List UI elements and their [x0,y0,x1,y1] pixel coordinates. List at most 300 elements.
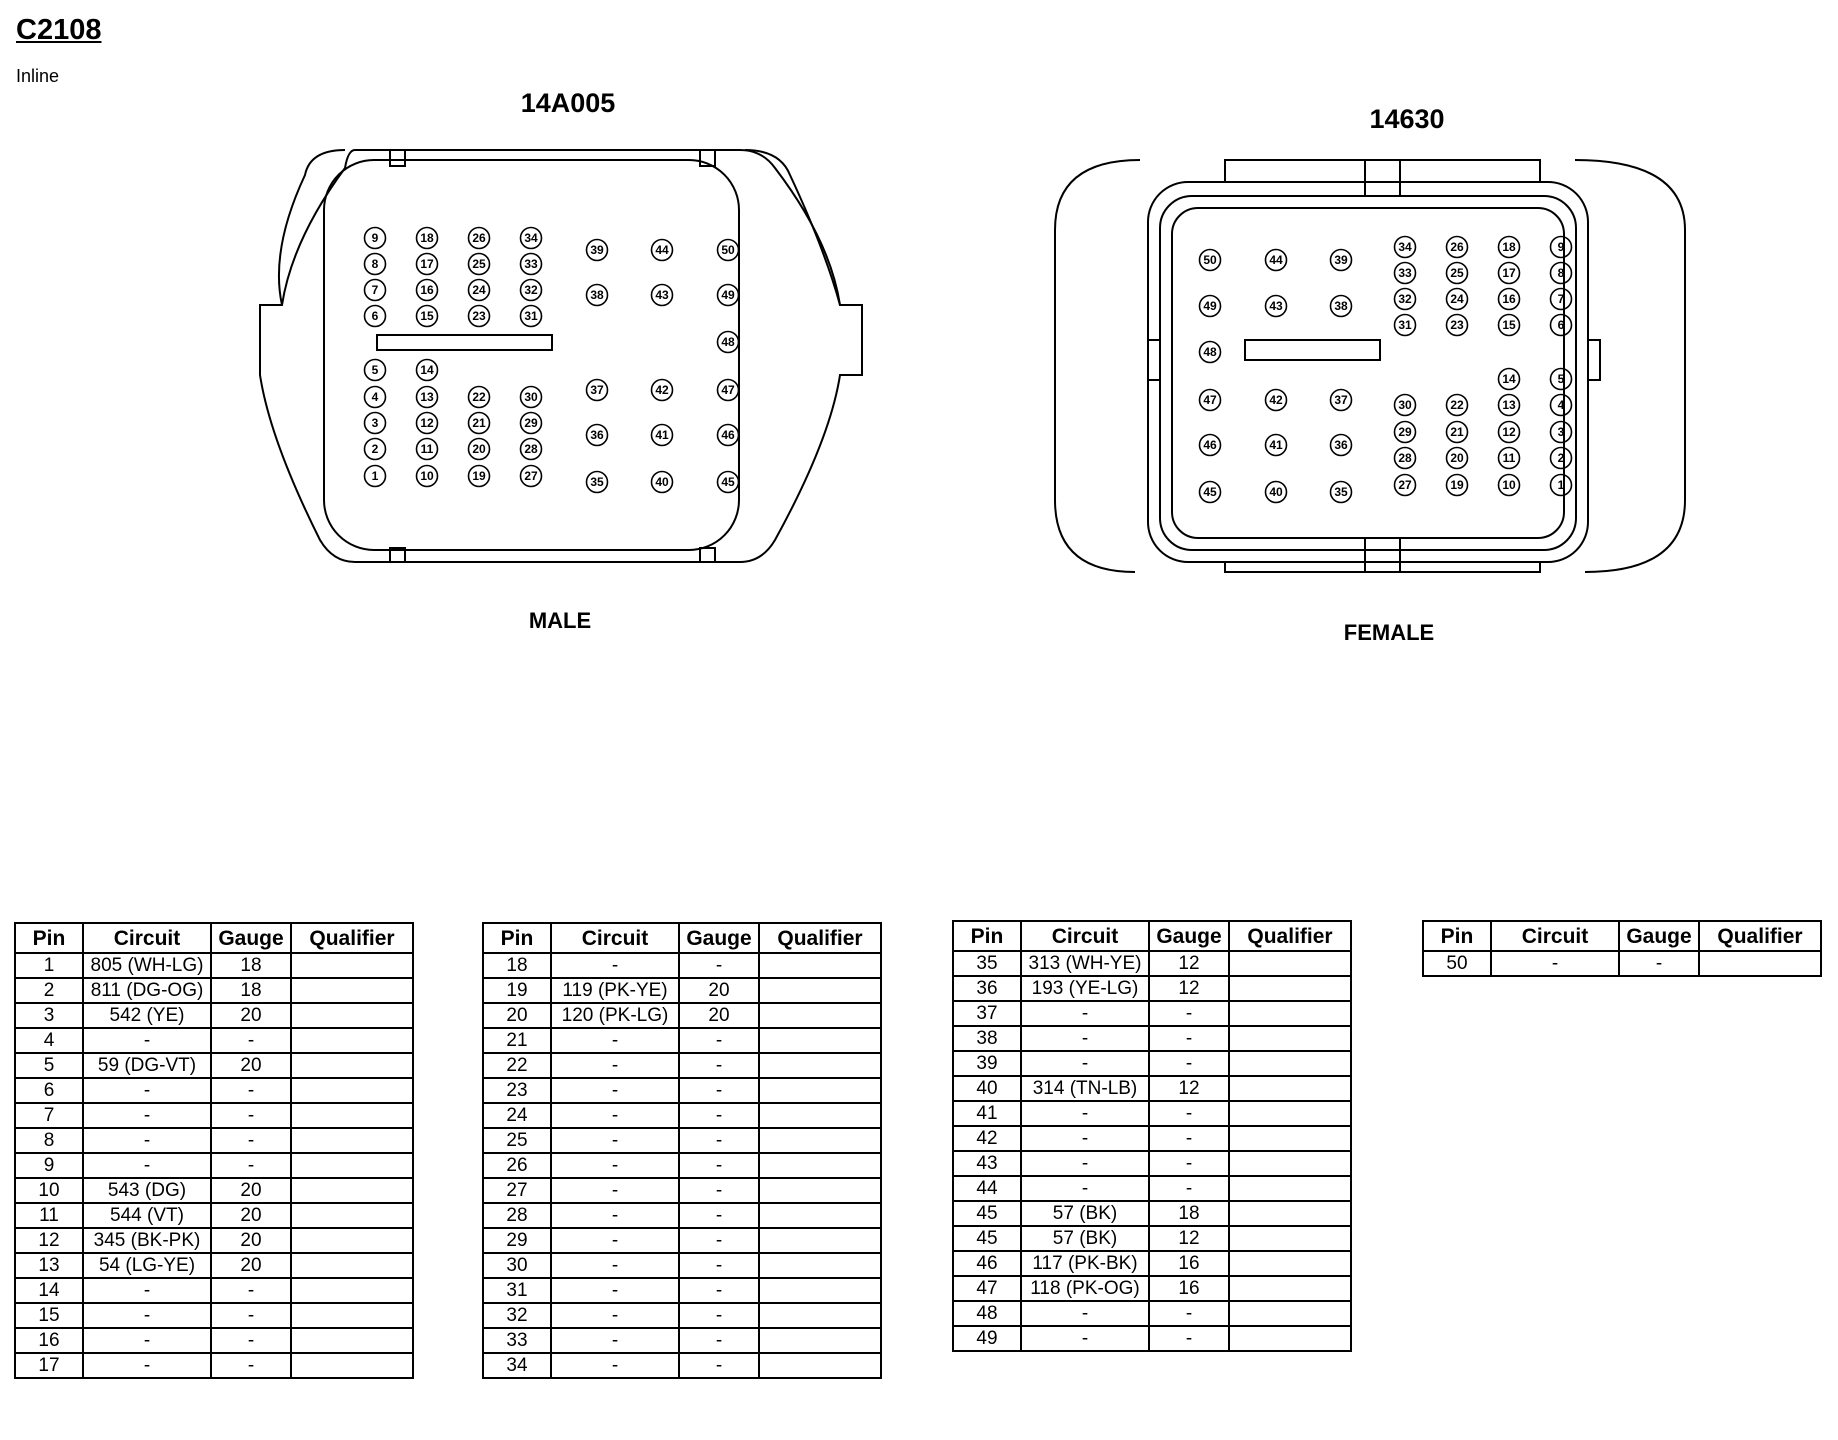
male-pin [469,228,490,249]
female-pin-number: 23 [1450,318,1464,332]
male-part-number: 14A005 [520,88,616,118]
pin-cell: 45 [953,1201,1021,1226]
female-pin [1200,296,1221,317]
female-pin [1200,342,1221,363]
female-pin-number: 22 [1450,398,1464,412]
female-pin [1551,289,1572,310]
male-pin-number: 30 [524,390,538,404]
male-pin [365,360,386,381]
table-row [953,1326,1351,1351]
female-pin [1447,315,1468,336]
pin-table-2 [482,922,882,1379]
circuit-cell: - [551,1328,679,1353]
pin-cell: 18 [483,953,551,978]
male-pin [365,413,386,434]
table-row [15,1228,413,1253]
male-pin-array [365,228,739,493]
female-pin-number: 2 [1557,451,1565,465]
pin-cell: 39 [953,1051,1021,1076]
qualifier-cell [291,1353,413,1378]
pin-cell: 42 [953,1126,1021,1151]
female-pin [1331,482,1352,503]
female-pin [1447,475,1468,496]
male-pin-number: 17 [420,257,434,271]
male-pin-number: 15 [420,309,434,323]
gauge-cell: - [211,1303,291,1328]
male-pin [469,466,490,487]
male-pin-number: 39 [590,243,604,257]
male-pin-number: 3 [371,416,379,430]
pin-cell: 28 [483,1203,551,1228]
gauge-cell: 12 [1149,1226,1229,1251]
female-pin [1551,395,1572,416]
pin-cell: 20 [483,1003,551,1028]
female-pin-number: 14 [1502,372,1516,386]
gauge-cell: - [679,1203,759,1228]
column-header-qualifier: Qualifier [1699,921,1821,951]
column-header-circuit: Circuit [83,923,211,953]
gauge-cell: - [211,1278,291,1303]
qualifier-cell [291,1178,413,1203]
circuit-cell: 805 (WH-LG) [83,953,211,978]
male-pin [417,360,438,381]
female-pin [1499,263,1520,284]
female-pin [1331,435,1352,456]
circuit-cell: 57 (BK) [1021,1201,1149,1226]
female-pin-number: 25 [1450,266,1464,280]
male-pin [652,240,673,261]
table-row [15,1028,413,1053]
female-pin-number: 47 [1203,393,1217,407]
male-pin [652,425,673,446]
male-connector-outline [260,150,862,562]
qualifier-cell [1229,1076,1351,1101]
gauge-cell: - [1149,1326,1229,1351]
male-pin [469,254,490,275]
circuit-cell: - [83,1078,211,1103]
female-pin [1447,263,1468,284]
table-row [15,1003,413,1028]
column-header-pin: Pin [15,923,83,953]
female-pin [1395,263,1416,284]
table-row [483,1053,881,1078]
qualifier-cell [1699,951,1821,976]
female-pin [1331,250,1352,271]
male-pin [521,254,542,275]
male-pin [469,387,490,408]
female-pin-number: 12 [1502,425,1516,439]
female-pin-number: 42 [1269,393,1283,407]
qualifier-cell [759,1128,881,1153]
gauge-cell: - [1149,1051,1229,1076]
table-row [953,1126,1351,1151]
male-pin-number: 2 [371,442,379,456]
table-row [15,1353,413,1378]
qualifier-cell [759,1153,881,1178]
male-pin [417,466,438,487]
gauge-cell: - [679,1328,759,1353]
female-pin [1447,422,1468,443]
qualifier-cell [759,1178,881,1203]
female-pin-number: 28 [1398,451,1412,465]
female-pin-number: 24 [1450,292,1464,306]
qualifier-cell [1229,1251,1351,1276]
pin-cell: 12 [15,1228,83,1253]
table-row [953,1101,1351,1126]
pin-cell: 31 [483,1278,551,1303]
gauge-cell: 16 [1149,1276,1229,1301]
male-pin-number: 47 [721,383,735,397]
qualifier-cell [291,1203,413,1228]
gauge-cell: - [1149,1301,1229,1326]
female-pin-number: 34 [1398,240,1412,254]
pin-cell: 11 [15,1203,83,1228]
gauge-cell: - [679,1278,759,1303]
pin-cell: 15 [15,1303,83,1328]
female-pin-number: 9 [1557,240,1565,254]
qualifier-cell [291,1003,413,1028]
circuit-cell: 119 (PK-YE) [551,978,679,1003]
male-pin-number: 5 [371,363,379,377]
male-pin [365,387,386,408]
qualifier-cell [1229,1101,1351,1126]
pin-cell: 10 [15,1178,83,1203]
gauge-cell: - [211,1103,291,1128]
pin-cell: 37 [953,1001,1021,1026]
qualifier-cell [1229,1301,1351,1326]
table-row [483,1003,881,1028]
table-row [953,951,1351,976]
pin-cell: 50 [1423,951,1491,976]
qualifier-cell [759,1003,881,1028]
gauge-cell: - [1619,951,1699,976]
qualifier-cell [291,1103,413,1128]
male-pin-number: 40 [655,475,669,489]
male-pin [365,306,386,327]
table-row [953,976,1351,1001]
gauge-cell: 20 [679,1003,759,1028]
circuit-cell: - [83,1328,211,1353]
pin-cell: 32 [483,1303,551,1328]
male-pin-number: 33 [524,257,538,271]
gauge-cell: - [679,1078,759,1103]
circuit-cell: - [551,1303,679,1328]
female-pin [1266,250,1287,271]
pin-cell: 34 [483,1353,551,1378]
male-pin [417,387,438,408]
table-row [483,1278,881,1303]
table-row [483,1028,881,1053]
male-pin-number: 45 [721,475,735,489]
male-pin [365,228,386,249]
male-pin-number: 4 [371,390,379,404]
column-header-circuit: Circuit [551,923,679,953]
qualifier-cell [1229,1326,1351,1351]
table-row [15,1303,413,1328]
table-row [483,1328,881,1353]
gauge-cell: - [679,1303,759,1328]
circuit-cell: - [1491,951,1619,976]
male-pin [365,254,386,275]
female-pin [1551,448,1572,469]
column-header-circuit: Circuit [1491,921,1619,951]
qualifier-cell [759,1203,881,1228]
female-pin [1266,296,1287,317]
female-pin-number: 30 [1398,398,1412,412]
male-pin [365,439,386,460]
table-row [1423,951,1821,976]
column-header-gauge: Gauge [1149,921,1229,951]
female-pin [1499,395,1520,416]
circuit-cell: 314 (TN-LB) [1021,1076,1149,1101]
circuit-cell: - [1021,1101,1149,1126]
pin-cell: 13 [15,1253,83,1278]
gauge-cell: - [679,1178,759,1203]
gauge-cell: 20 [211,1253,291,1278]
female-pin [1551,369,1572,390]
pin-cell: 7 [15,1103,83,1128]
qualifier-cell [1229,1226,1351,1251]
male-pin-number: 8 [371,257,379,271]
female-pin [1551,315,1572,336]
male-pin-number: 50 [721,243,735,257]
circuit-cell: - [83,1128,211,1153]
column-header-gauge: Gauge [679,923,759,953]
gauge-cell: - [1149,1101,1229,1126]
gauge-cell: 20 [211,1053,291,1078]
qualifier-cell [291,1228,413,1253]
pin-cell: 24 [483,1103,551,1128]
female-pin [1395,422,1416,443]
male-pin-number: 38 [590,288,604,302]
female-pin-number: 1 [1557,478,1565,492]
gauge-cell: - [679,1053,759,1078]
male-pin [365,466,386,487]
female-pin-number: 50 [1203,253,1217,267]
gauge-cell: - [1149,1126,1229,1151]
female-pin-number: 20 [1450,451,1464,465]
column-header-gauge: Gauge [211,923,291,953]
circuit-cell: - [1021,1326,1149,1351]
female-pin [1200,435,1221,456]
female-pin-number: 4 [1557,398,1565,412]
male-pin-number: 41 [655,428,669,442]
column-header-qualifier: Qualifier [759,923,881,953]
circuit-cell: - [551,1103,679,1128]
female-pin-number: 35 [1334,485,1348,499]
female-pin-number: 45 [1203,485,1217,499]
female-pin [1266,435,1287,456]
male-pin [652,380,673,401]
table-row [15,1103,413,1128]
female-pin-number: 31 [1398,318,1412,332]
male-pin [718,332,739,353]
female-pin-number: 19 [1450,478,1464,492]
pin-cell: 21 [483,1028,551,1053]
male-pin-number: 14 [420,363,434,377]
qualifier-cell [759,953,881,978]
female-pin [1200,390,1221,411]
pin-cell: 2 [15,978,83,1003]
table-header-row [483,923,881,953]
female-pin-number: 38 [1334,299,1348,313]
table-row [483,1253,881,1278]
male-pin [417,254,438,275]
male-pin-number: 48 [721,335,735,349]
male-pin-number: 37 [590,383,604,397]
gauge-cell: 18 [1149,1201,1229,1226]
male-pin-number: 11 [420,442,434,456]
qualifier-cell [291,1303,413,1328]
male-pin-number: 32 [524,283,538,297]
table-row [483,1353,881,1378]
pin-table-1 [14,922,414,1379]
female-pin [1499,315,1520,336]
table-row [483,978,881,1003]
table-row [15,1253,413,1278]
female-pin [1395,395,1416,416]
female-pin-number: 16 [1502,292,1516,306]
column-header-pin: Pin [1423,921,1491,951]
female-part-number: 14630 [1369,104,1445,134]
table-row [15,978,413,1003]
female-pin-number: 39 [1334,253,1348,267]
qualifier-cell [759,1328,881,1353]
male-pin-number: 16 [420,283,434,297]
table-row [483,1178,881,1203]
female-pin [1395,315,1416,336]
circuit-cell: - [551,1228,679,1253]
female-pin [1499,422,1520,443]
circuit-cell: - [1021,1176,1149,1201]
column-header-pin: Pin [483,923,551,953]
column-header-qualifier: Qualifier [291,923,413,953]
circuit-cell: 543 (DG) [83,1178,211,1203]
male-pin-number: 12 [420,416,434,430]
gauge-cell: - [211,1153,291,1178]
table-row [953,1251,1351,1276]
female-pin [1395,475,1416,496]
table-row [483,1128,881,1153]
circuit-cell: - [551,1053,679,1078]
qualifier-cell [1229,1276,1351,1301]
female-pin-number: 43 [1269,299,1283,313]
circuit-cell: - [1021,1051,1149,1076]
qualifier-cell [291,1253,413,1278]
table-row [483,1153,881,1178]
male-pin-number: 18 [420,231,434,245]
female-pin-number: 37 [1334,393,1348,407]
qualifier-cell [759,1353,881,1378]
qualifier-cell [1229,1151,1351,1176]
table-row [483,1203,881,1228]
circuit-cell: 544 (VT) [83,1203,211,1228]
female-pin [1266,390,1287,411]
circuit-cell: - [551,1078,679,1103]
female-pin [1499,289,1520,310]
pin-table-4 [1422,920,1822,977]
male-pin-number: 21 [472,416,486,430]
male-pin-number: 22 [472,390,486,404]
circuit-cell: - [551,1028,679,1053]
gauge-cell: - [1149,1026,1229,1051]
pin-cell: 36 [953,976,1021,1001]
qualifier-cell [291,953,413,978]
pin-cell: 8 [15,1128,83,1153]
circuit-cell: - [83,1153,211,1178]
pin-cell: 22 [483,1053,551,1078]
female-pin [1395,289,1416,310]
circuit-cell: 117 (PK-BK) [1021,1251,1149,1276]
pin-cell: 48 [953,1301,1021,1326]
male-pin-number: 36 [590,428,604,442]
table-row [15,1328,413,1353]
circuit-cell: - [551,1128,679,1153]
female-pin-number: 11 [1502,451,1516,465]
circuit-cell: 120 (PK-LG) [551,1003,679,1028]
pin-cell: 29 [483,1228,551,1253]
male-pin [469,439,490,460]
gauge-cell: - [211,1078,291,1103]
female-pin-number: 10 [1502,478,1516,492]
male-pin-number: 20 [472,442,486,456]
gauge-cell: 20 [211,1003,291,1028]
gauge-cell: 20 [211,1228,291,1253]
male-pin [718,380,739,401]
pin-cell: 26 [483,1153,551,1178]
table-header-row [953,921,1351,951]
table-row [953,1026,1351,1051]
male-pin-number: 7 [371,283,379,297]
male-pin [469,306,490,327]
pin-cell: 17 [15,1353,83,1378]
qualifier-cell [291,1278,413,1303]
pin-cell: 30 [483,1253,551,1278]
male-pin [521,387,542,408]
female-pin [1331,296,1352,317]
qualifier-cell [759,1028,881,1053]
qualifier-cell [291,1128,413,1153]
circuit-cell: - [1021,1001,1149,1026]
female-pin [1395,237,1416,258]
female-pin [1200,482,1221,503]
qualifier-cell [291,1328,413,1353]
pin-table-3 [952,920,1352,1352]
table-row [953,1001,1351,1026]
qualifier-cell [759,978,881,1003]
female-pin [1551,422,1572,443]
table-row [15,1278,413,1303]
pin-cell: 38 [953,1026,1021,1051]
female-pin-number: 41 [1269,438,1283,452]
male-pin [417,228,438,249]
gauge-cell: 12 [1149,1076,1229,1101]
pin-cell: 45 [953,1226,1021,1251]
male-pin-number: 13 [420,390,434,404]
gauge-cell: 18 [211,953,291,978]
pin-cell: 40 [953,1076,1021,1101]
male-pin-number: 26 [472,231,486,245]
male-pin [718,425,739,446]
female-pin-number: 5 [1557,372,1565,386]
circuit-cell: - [83,1103,211,1128]
gauge-cell: - [679,953,759,978]
circuit-cell: - [1021,1026,1149,1051]
column-header-qualifier: Qualifier [1229,921,1351,951]
male-pin-number: 42 [655,383,669,397]
table-header-row [15,923,413,953]
table-row [953,1151,1351,1176]
